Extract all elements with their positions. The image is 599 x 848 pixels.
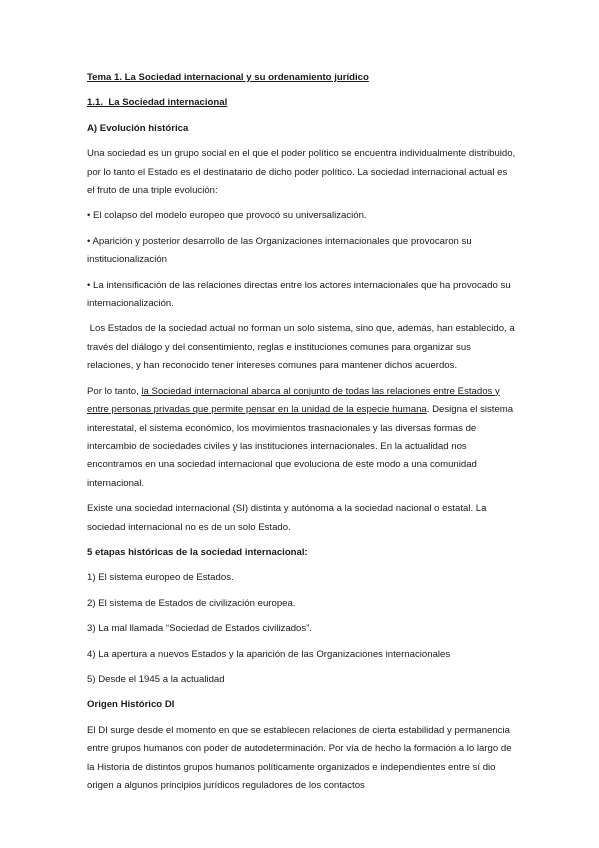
stage-item: 2) El sistema de Estados de civilización europea. — [87, 597, 296, 609]
paragraph-states: Los Estados de la sociedad actual no forman un solo sistema, sino que, además, han establecido, a través del diálogo y del consentimiento, reglas e instituciones comunes para organizar sus relaciones, y han reconocido tener intereses comunes para mantener dichos acuerdos. — [87, 323, 518, 372]
bullet-item: • El colapso del modelo europeo que provocó su universalización. — [87, 210, 367, 222]
paragraph-definition: Una sociedad es un grupo social en el que el poder político se encuentra individualmente distribuido, por lo tanto el Estado es el destinatario de dicho poder político. La sociedad internacional actual es el fruto de una triple evolución: — [87, 148, 516, 197]
subsection-heading: A) Evolución histórica — [87, 122, 189, 134]
paragraph-suffix: . Designa el sistema interestatal, el sistema económico, los movimientos trasnacionales y las diversas formas de intercambio de sociedades civiles y las instituciones internacionales. En la actualidad nos encontramos en una sociedad internacional que evoluciona de este modo a una comunidad internacional. — [87, 404, 514, 489]
stage-item: 3) La mal llamada “Sociedad de Estados civilizados”. — [87, 623, 313, 635]
bullet-item: • Aparición y posterior desarrollo de las Organizaciones internacionales que provocaron su institucionalización — [87, 235, 472, 266]
document-title: Tema 1. La Sociedad internacional y su ordenamiento jurídico — [87, 72, 369, 83]
section-number: 1.1. — [87, 97, 104, 109]
stage-item: 1) El sistema europeo de Estados. — [87, 572, 234, 584]
section-heading — [87, 94, 517, 112]
document-body — [87, 69, 517, 795]
origin-heading: Origen Histórico DI — [87, 699, 175, 711]
stages-heading: 5 etapas históricas de la sociedad internacional: — [87, 546, 308, 558]
stage-item: 4) La apertura a nuevos Estados y la aparición de las Organizaciones internacionales — [87, 648, 451, 660]
paragraph-international-society — [87, 383, 517, 493]
section-title: La Sociedad internacional — [108, 97, 228, 109]
underlined-definition: la Sociedad internacional abarca al conjunto de todas las relaciones entre Estados y entre personas privadas que permite pensar en la unidad de la especie humana — [87, 385, 500, 416]
paragraph-prefix: Por lo tanto, — [87, 385, 142, 397]
stage-item: 5) Desde el 1945 a la actualidad — [87, 673, 225, 685]
paragraph-origin: El DI surge desde el momento en que se establecen relaciones de cierta estabilidad y permanencia entre grupos humanos con poder de autodeterminación. Por vía de hecho la formación a lo largo de la Historia de distintos grupos humanos políticamente organizados e independientes entre sí dio origen a algunos principios jurídicos reguladores de los contactos — [87, 724, 512, 791]
paragraph-autonomy: Existe una sociedad internacional (SI) distinta y autónoma a la sociedad nacional o estatal. La sociedad internacional no es de un solo Estado. — [87, 503, 487, 533]
bullet-item: • La intensificación de las relaciones directas entre los actores internacionales que ha provocado su internacionalización. — [87, 279, 511, 310]
